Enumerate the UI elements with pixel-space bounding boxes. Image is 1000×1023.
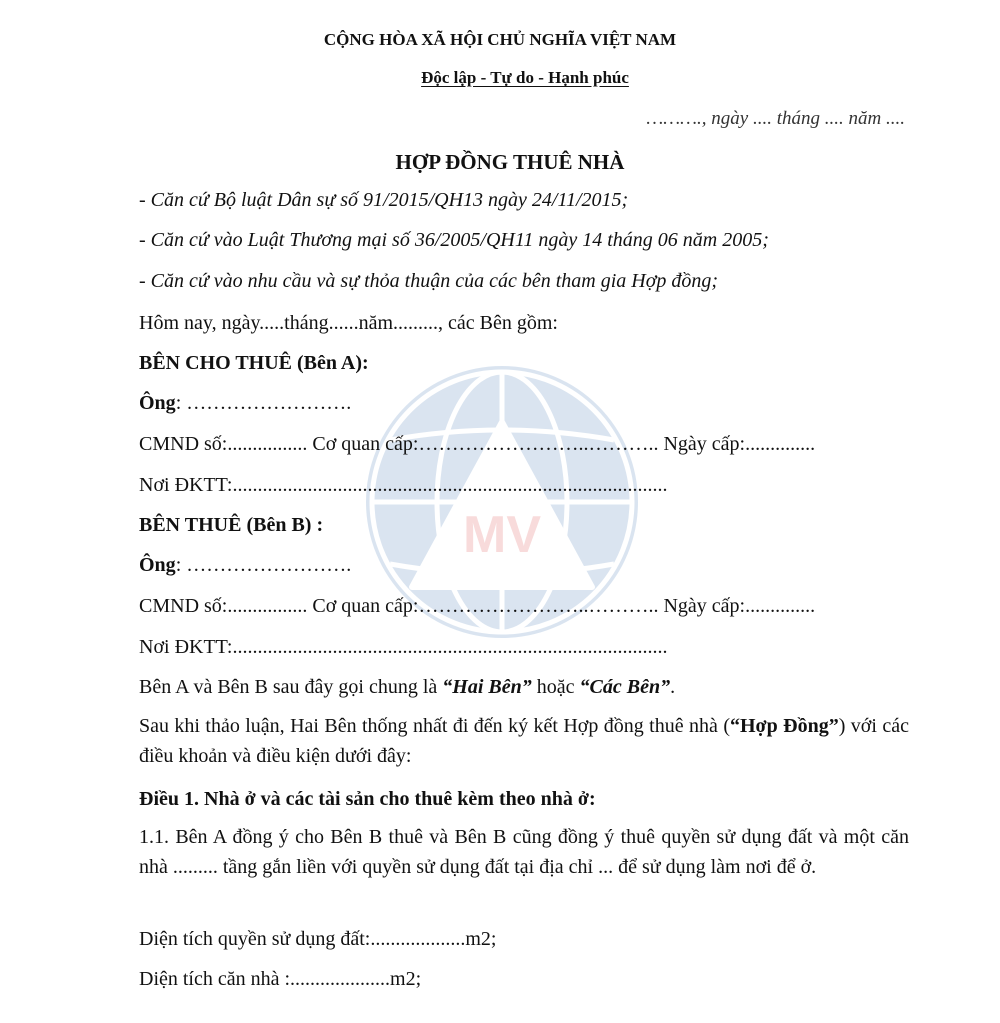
party-b-heading: BÊN THUÊ (Bên B) : bbox=[139, 514, 324, 536]
basis-line-1: - Căn cứ Bộ luật Dân sự số 91/2015/QH13 ngày 24/11/2015; bbox=[139, 189, 629, 211]
party-b-address-line: Nơi ĐKTT:....................................................................................... bbox=[139, 636, 668, 658]
definition-term-cac-ben: “Các Bên” bbox=[579, 676, 671, 698]
clause-1-1: 1.1. Bên A đồng ý cho Bên B thuê và Bên B cũng đồng ý thuê quyền sử dụng đất và một căn nhà ......... tầng gắn liền với quyền sử dụng đất tại địa chỉ ... để sử dụng làm nơi để ở. bbox=[139, 826, 909, 878]
basis-line-2: - Căn cứ vào Luật Thương mại số 36/2005/QH11 ngày 14 tháng 06 năm 2005; bbox=[139, 229, 769, 251]
place-date-line: ………., ngày .... tháng .... năm .... bbox=[646, 108, 905, 129]
article-1-heading: Điều 1. Nhà ở và các tài sản cho thuê kèm theo nhà ở: bbox=[139, 788, 596, 810]
definition-middle: hoặc bbox=[531, 676, 580, 698]
agreement-paragraph bbox=[139, 711, 909, 771]
definition-line bbox=[139, 676, 675, 699]
definition-suffix: . bbox=[670, 676, 676, 698]
party-b-name-label: Ông bbox=[139, 554, 176, 576]
party-a-name-line bbox=[139, 392, 351, 415]
contract-title: HỢP ĐỒNG THUÊ NHÀ bbox=[395, 150, 625, 174]
party-a-name-value: : ……………………. bbox=[175, 392, 352, 414]
definition-prefix: Bên A và Bên B sau đây gọi chung là bbox=[139, 676, 443, 698]
party-b-name-value: : ……………………. bbox=[175, 554, 352, 576]
party-a-id-line: CMND số:................ Cơ quan cấp:……………………..……….. Ngày cấp:.............. bbox=[139, 433, 816, 455]
party-a-name-label: Ông bbox=[139, 392, 176, 414]
party-b-name-line bbox=[139, 554, 351, 577]
house-area-line: Diện tích căn nhà :....................m2; bbox=[139, 968, 422, 990]
agreement-prefix: Sau khi thảo luận, Hai Bên thống nhất đi đến ký kết Hợp đồng thuê nhà ( bbox=[139, 715, 730, 737]
basis-line-3: - Căn cứ vào nhu cầu và sự thỏa thuận của các bên tham gia Hợp đồng; bbox=[139, 270, 719, 292]
agreement-term: “Hợp Đồng” bbox=[729, 715, 839, 737]
country-header: CỘNG HÒA XÃ HỘI CHỦ NGHĨA VIỆT NAM bbox=[323, 30, 677, 49]
agreement-suffix: ) với các điều khoản và điều kiện dưới đây: bbox=[139, 715, 909, 767]
party-b-id-line: CMND số:................ Cơ quan cấp:……………………..……….. Ngày cấp:.............. bbox=[139, 595, 816, 617]
motto: Độc lập - Tự do - Hạnh phúc bbox=[421, 68, 629, 87]
party-a-address-line: Nơi ĐKTT:....................................................................................... bbox=[139, 474, 668, 496]
watermark-text: MV bbox=[463, 506, 541, 564]
today-line: Hôm nay, ngày.....tháng......năm........., các Bên gồm: bbox=[139, 312, 558, 334]
land-area-line: Diện tích quyền sử dụng đất:...................m2; bbox=[139, 928, 497, 950]
party-a-heading: BÊN CHO THUÊ (Bên A): bbox=[139, 352, 369, 374]
definition-term-hai-ben: “Hai Bên” bbox=[442, 676, 532, 698]
